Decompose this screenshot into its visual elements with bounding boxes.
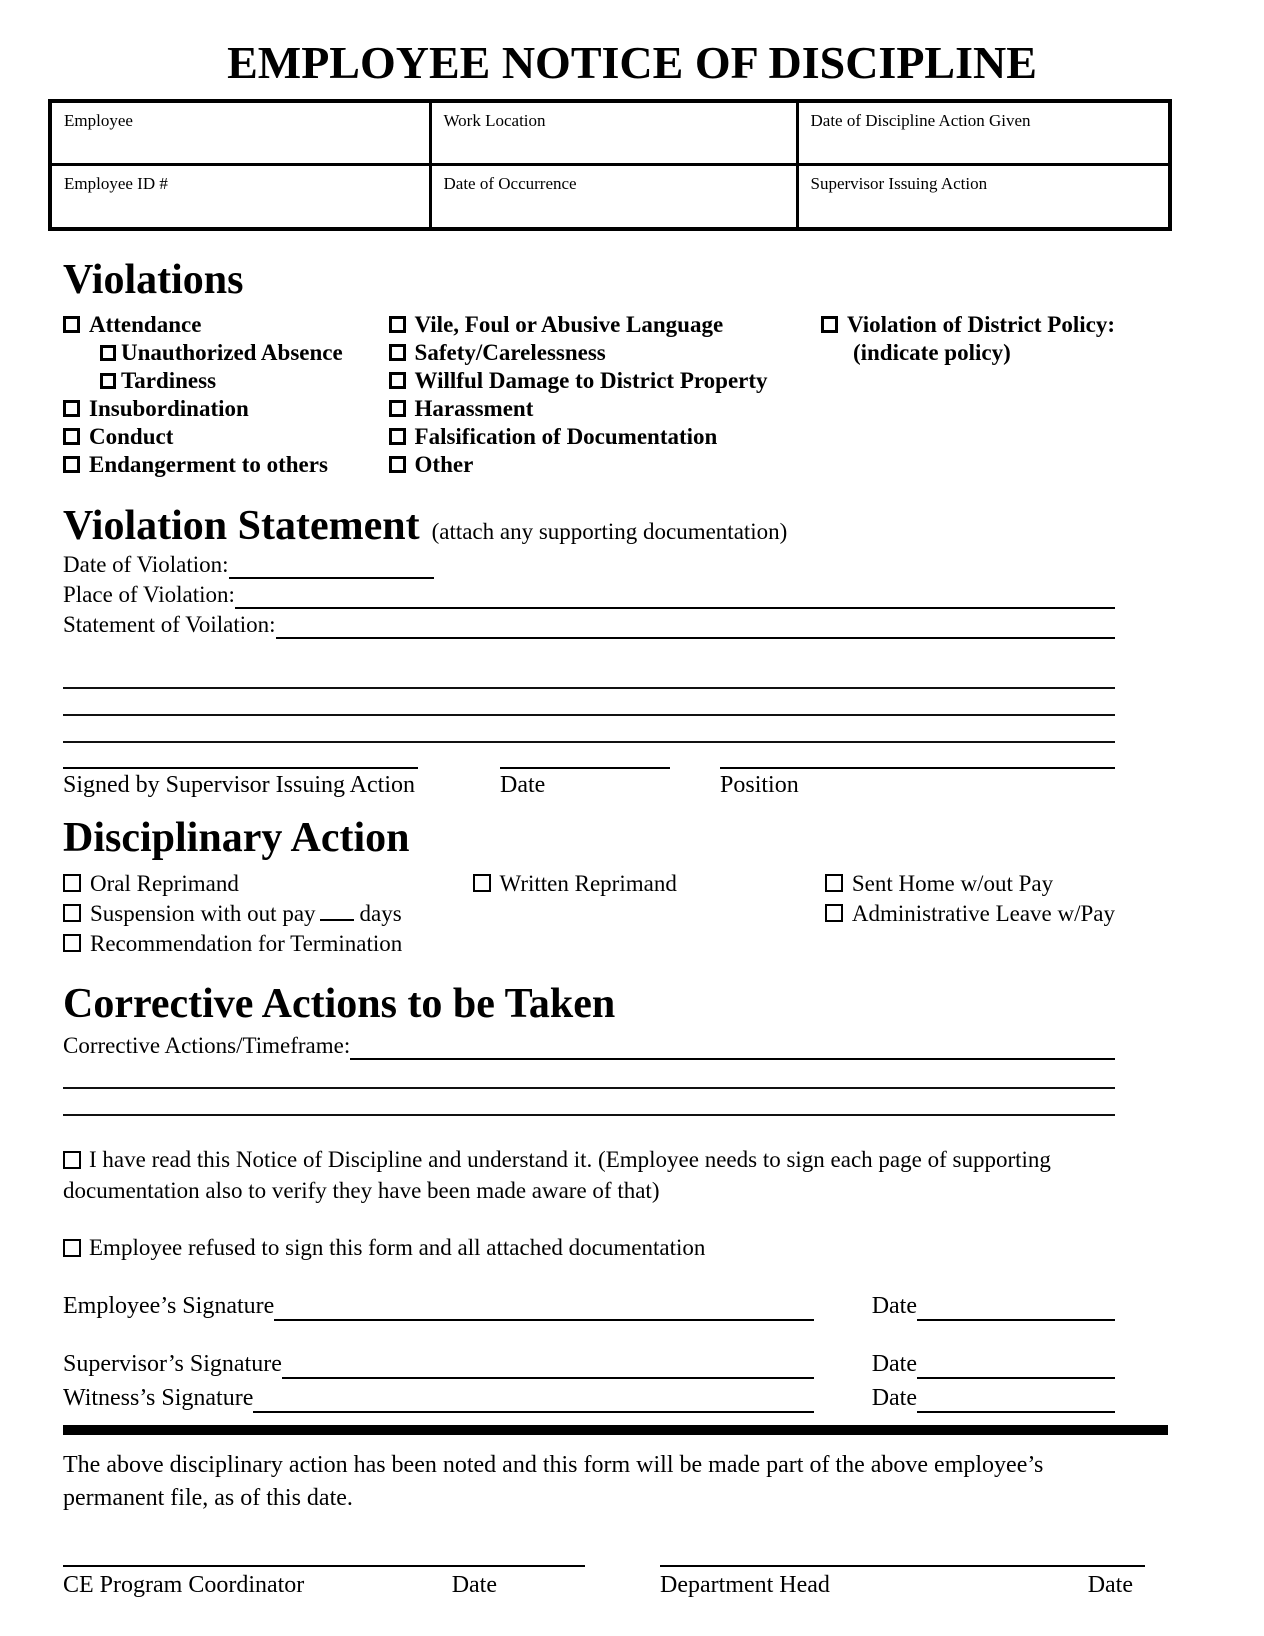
attendance-checkbox[interactable] — [63, 316, 80, 333]
willful-damage-label: Willful Damage to District Property — [414, 367, 768, 393]
disciplinary-action-checklist — [63, 869, 1115, 959]
suspension-days-input-line[interactable] — [320, 901, 354, 921]
action-admin-leave — [825, 899, 1115, 929]
endangerment-checkbox[interactable] — [63, 456, 80, 473]
indicate-policy-note: (indicate policy) — [852, 339, 1011, 365]
witness-date-line[interactable] — [917, 1387, 1115, 1413]
falsification-checkbox[interactable] — [389, 428, 406, 445]
conduct-checkbox[interactable] — [63, 428, 80, 445]
signed-by-supervisor-field — [63, 743, 418, 799]
signed-position-field — [720, 743, 1115, 799]
read-acknowledgement — [63, 1144, 1115, 1206]
violations-checklist — [63, 311, 1115, 479]
employee-id-label: Employee ID # — [64, 174, 168, 194]
supervisor-cell[interactable] — [797, 165, 1170, 229]
final-approval-row — [63, 1543, 1145, 1599]
violation-endangerment — [63, 451, 389, 479]
violation-statement-heading-row — [63, 503, 1115, 549]
section-divider-rule — [63, 1425, 1168, 1435]
info-table — [48, 99, 1172, 231]
supervisor-signature-line[interactable] — [282, 1353, 814, 1379]
statement-of-violation-label: Statement of Voilation: — [63, 611, 276, 637]
employee-signature-label: Employee’s Signature — [63, 1293, 275, 1320]
disciplinary-action-heading: Disciplinary Action — [63, 814, 410, 861]
statement-blank-line-1[interactable] — [63, 639, 1115, 689]
signed-date-field — [500, 743, 670, 799]
violation-tardiness — [63, 367, 389, 395]
action-oral-reprimand — [63, 869, 473, 899]
district-policy-label: Violation of District Policy: — [846, 311, 1115, 337]
read-acknowledgement-text: I have read this Notice of Discipline and understand it. (Employee needs to sign each page of supporting documentation also to verify they have been made aware of that) — [63, 1147, 1051, 1204]
signed-date-label: Date — [500, 771, 546, 798]
conduct-label: Conduct — [89, 423, 174, 449]
tardiness-checkbox[interactable] — [100, 373, 116, 389]
signed-by-supervisor-label: Signed by Supervisor Issuing Action — [63, 771, 415, 798]
falsification-label: Falsification of Documentation — [414, 423, 718, 449]
written-reprimand-checkbox[interactable] — [473, 874, 491, 892]
violations-column-1 — [63, 311, 389, 479]
violation-statement-note: (attach any supporting documentation) — [431, 518, 788, 544]
refused-acknowledgement — [63, 1232, 1115, 1263]
supervisor-signature-row — [63, 1349, 1115, 1379]
discipline-date-cell[interactable] — [797, 101, 1170, 165]
action-written-reprimand — [473, 869, 825, 899]
action-sent-home — [825, 869, 1115, 899]
safety-checkbox[interactable] — [389, 344, 406, 361]
read-acknowledgement-checkbox[interactable] — [63, 1151, 81, 1169]
occurrence-date-cell[interactable] — [430, 165, 797, 229]
form-body — [63, 256, 1133, 1600]
action-termination — [63, 929, 473, 959]
supervisor-date-label: Date — [871, 1351, 917, 1378]
witness-date-label: Date — [871, 1385, 917, 1412]
ce-coordinator-signature-line[interactable] — [63, 1543, 585, 1567]
witness-signature-line[interactable] — [253, 1387, 813, 1413]
endangerment-label: Endangerment to others — [89, 451, 328, 477]
vile-language-checkbox[interactable] — [389, 316, 406, 333]
corrective-blank-line-2[interactable] — [63, 1089, 1115, 1116]
other-label: Other — [414, 451, 474, 477]
place-of-violation-label: Place of Violation: — [63, 581, 235, 607]
place-of-violation-input-line[interactable] — [235, 583, 1115, 609]
oral-reprimand-label: Oral Reprimand — [90, 871, 239, 897]
employee-date-label: Date — [871, 1293, 917, 1320]
place-of-violation-row — [63, 580, 1115, 609]
violation-vile-language — [389, 311, 821, 339]
employee-id-cell[interactable] — [50, 165, 430, 229]
form-title: EMPLOYEE NOTICE OF DISCIPLINE — [227, 37, 1037, 88]
supervisor-sign-row — [63, 743, 1115, 799]
employee-label: Employee — [64, 110, 133, 130]
violation-attendance — [63, 311, 389, 339]
employee-cell[interactable] — [50, 101, 430, 165]
violation-conduct — [63, 423, 389, 451]
department-head-date-label: Date — [1087, 1572, 1133, 1599]
oral-reprimand-checkbox[interactable] — [63, 874, 81, 892]
disciplinary-column-3 — [825, 869, 1115, 959]
written-reprimand-label: Written Reprimand — [499, 871, 677, 897]
corrective-timeframe-label: Corrective Actions/Timeframe: — [63, 1033, 351, 1059]
unauthorized-absence-checkbox[interactable] — [100, 345, 116, 361]
harassment-checkbox[interactable] — [389, 400, 406, 417]
unauthorized-absence-label: Unauthorized Absence — [121, 339, 343, 365]
corrective-timeframe-input-line[interactable] — [350, 1034, 1115, 1060]
sent-home-checkbox[interactable] — [825, 874, 843, 892]
safety-label: Safety/Carelessness — [414, 339, 606, 365]
tardiness-label: Tardiness — [121, 367, 217, 393]
violation-safety — [389, 339, 821, 367]
supervisor-date-line[interactable] — [917, 1353, 1115, 1379]
insubordination-checkbox[interactable] — [63, 400, 80, 417]
department-head-label: Department Head — [660, 1572, 830, 1599]
violation-willful-damage — [389, 367, 821, 395]
vile-language-label: Vile, Foul or Abusive Language — [414, 311, 724, 337]
district-policy-checkbox[interactable] — [821, 316, 838, 333]
termination-checkbox[interactable] — [63, 934, 81, 952]
suspension-days-label: days — [359, 901, 402, 927]
statement-of-violation-row — [63, 610, 1115, 639]
sent-home-label: Sent Home w/out Pay — [851, 871, 1054, 897]
disciplinary-column-1 — [63, 869, 473, 959]
ce-coordinator-label: CE Program Coordinator — [63, 1572, 305, 1599]
corrective-blank-line-1[interactable] — [63, 1062, 1115, 1089]
employee-signature-line[interactable] — [274, 1295, 813, 1321]
violations-column-3 — [821, 311, 1115, 479]
witness-signature-label: Witness’s Signature — [63, 1385, 254, 1412]
violation-insubordination — [63, 395, 389, 423]
disciplinary-column-2 — [473, 869, 825, 959]
ce-coordinator-field — [63, 1543, 585, 1599]
occurrence-date-label: Date of Occurrence — [443, 174, 577, 194]
violation-district-policy — [821, 311, 1115, 339]
violation-statement-heading: Violation Statement — [63, 502, 420, 549]
violations-heading: Violations — [63, 256, 244, 303]
date-of-violation-row — [63, 550, 1115, 579]
corrective-actions-heading: Corrective Actions to be Taken — [63, 981, 616, 1028]
witness-signature-row — [63, 1383, 1115, 1413]
refused-acknowledgement-text: Employee refused to sign this form and all attached documentation — [89, 1235, 706, 1261]
termination-label: Recommendation for Termination — [90, 931, 403, 957]
insubordination-label: Insubordination — [89, 395, 249, 421]
violation-other — [389, 451, 821, 479]
harassment-label: Harassment — [414, 395, 534, 421]
refused-acknowledgement-checkbox[interactable] — [63, 1239, 81, 1257]
signed-by-supervisor-line[interactable] — [63, 743, 418, 769]
corrective-timeframe-row — [63, 1031, 1115, 1060]
supervisor-signature-label: Supervisor’s Signature — [63, 1351, 282, 1378]
statement-blank-line-3[interactable] — [63, 716, 1115, 743]
employee-signature-row — [63, 1291, 1115, 1321]
discipline-date-label: Date of Discipline Action Given — [810, 110, 1031, 130]
date-of-violation-input-line[interactable] — [229, 553, 434, 579]
date-of-violation-label: Date of Violation: — [63, 551, 229, 577]
signed-date-line[interactable] — [500, 743, 670, 769]
admin-leave-label: Administrative Leave w/Pay — [851, 901, 1115, 927]
department-head-signature-line[interactable] — [660, 1543, 1145, 1567]
supervisor-label: Supervisor Issuing Action — [810, 174, 988, 194]
violation-unauthorized-absence — [63, 339, 389, 367]
violation-harassment — [389, 395, 821, 423]
statement-of-violation-input-line[interactable] — [276, 613, 1115, 639]
attendance-label: Attendance — [89, 311, 202, 337]
department-head-field — [660, 1543, 1145, 1599]
work-location-label: Work Location — [443, 110, 546, 130]
violations-column-2 — [389, 311, 821, 479]
willful-damage-checkbox[interactable] — [389, 372, 406, 389]
admin-leave-checkbox[interactable] — [825, 904, 843, 922]
signed-position-line[interactable] — [720, 743, 1115, 769]
violation-falsification — [389, 423, 821, 451]
signed-position-label: Position — [720, 771, 799, 798]
suspension-checkbox[interactable] — [63, 904, 81, 922]
work-location-cell[interactable] — [430, 101, 797, 165]
suspension-label: Suspension with out pay — [90, 901, 316, 927]
permanent-file-note: The above disciplinary action has been noted and this form will be made part of the above employee’s permanent file, as of this date. — [63, 1452, 1044, 1512]
statement-blank-line-2[interactable] — [63, 689, 1115, 716]
other-checkbox[interactable] — [389, 456, 406, 473]
employee-date-line[interactable] — [917, 1295, 1115, 1321]
action-suspension — [63, 899, 473, 929]
ce-coordinator-date-label: Date — [451, 1572, 497, 1599]
